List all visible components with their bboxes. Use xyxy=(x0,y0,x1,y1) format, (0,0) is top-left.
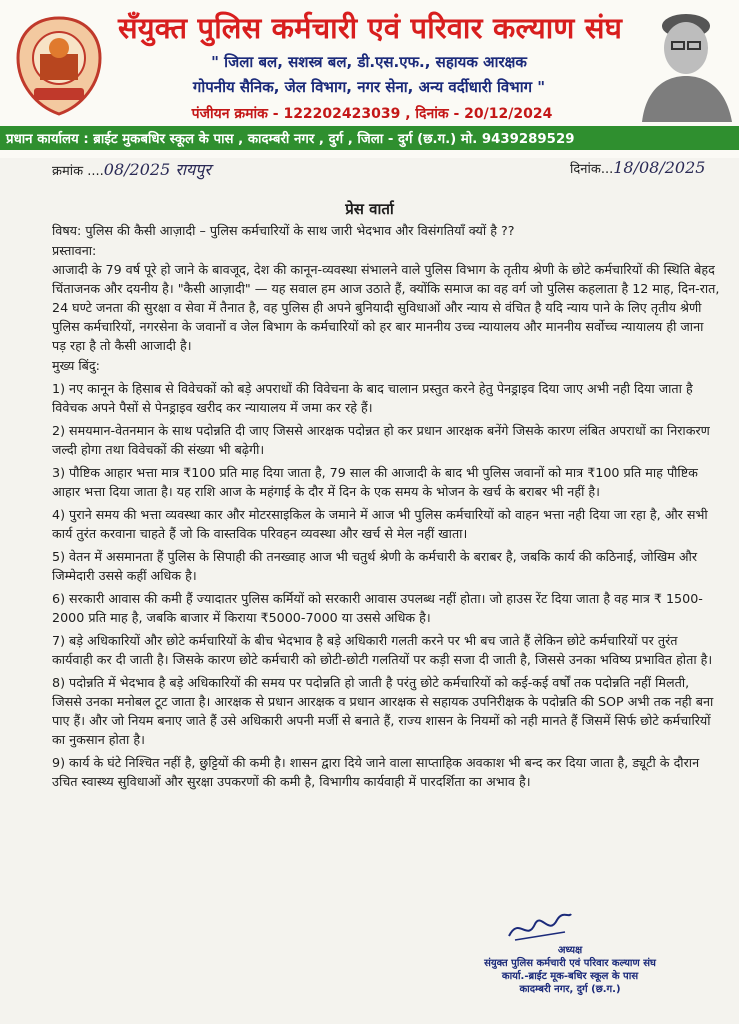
reference-number: क्रमांक ....08/2025 रायपुर xyxy=(52,160,211,179)
point-6: 6) सरकारी आवास की कमी हैं ज्यादातर पुलिस कर्मियों को सरकारी आवास उपलब्ध नहीं होता। जो हाउस रेंट दिया जाता है वह मात्र ₹ 1500-2000 प्रति माह है, जबकि बाजार में किराया ₹5000-7000 या उससे अधिक है। xyxy=(52,591,703,625)
office-address: प्रधान कार्यालय : ब्राईट मुकबधिर स्कूल के पास , कादम्बरी नगर , दुर्ग , जिला - दुर्ग (छ.ग.) मो. 9439289529 xyxy=(6,132,575,147)
points-label: मुख्य बिंदु: xyxy=(52,358,100,373)
point-2: 2) समयमान-वेतनमान के साथ पदोन्नति दी जाए जिससे आरक्षक पदोन्नत हो कर प्रधान आरक्षक बनेंगे जिसके कारण लंबित अपराधों का निराकरण जल्दी होगा तथा विवेचकों की संख्या भी बढ़ेगी। xyxy=(52,423,710,457)
point-5: 5) वेतन में असमानता हैं पुलिस के सिपाही की तनख्वाह आज भी चतुर्थ श्रेणी के कर्मचारी के बराबर है, जबकि कार्य की कठिनाई, जोखिम और जिम्मेदारी उससे कहीं अधिक है। xyxy=(52,549,698,583)
reference-date-label: दिनांक xyxy=(570,162,601,177)
reference-number-label: क्रमांक xyxy=(52,164,84,179)
document-body xyxy=(52,221,720,791)
reference-number-value: 08/2025 रायपुर xyxy=(103,160,211,179)
point-1: 1) नए कानून के हिसाब से विवेचकों को बड़े अपराधों की विवेचना के बाद चालान प्रस्तुत करने हेतु पेनड्राइव दिया जाए अभी नही दिया जाता है विवेचक अपने पैसों से पेनड्राइव खरीद कर न्यायालय में जमा कर रहे हैं। xyxy=(52,381,693,415)
emblem-logo-icon xyxy=(14,14,104,118)
org-subtitle-line-1: " जिला बल, सशस्त्र बल, डी.एस.एफ., सहायक आरक्षक xyxy=(211,53,527,71)
point-3: 3) पौष्टिक आहार भत्ता मात्र ₹100 प्रति माह दिया जाता है, 79 साल की आजादी के बाद भी पुलिस जवानों को मात्र ₹100 प्रति माह पौष्टिक आहार भत्ता दिया जाता है। यह राशि आज के महंगाई के दौर में दिन के एक समय के भोजन के खर्च के बराबर भी नहीं है। xyxy=(52,465,698,499)
signatory-address-1: कार्या.-ब्राईट मूक-बधिर स्कूल के पास xyxy=(501,971,639,982)
org-name: सँयुक्त पुलिस कर्मचारी एवं परिवार कल्याण संघ xyxy=(117,11,623,45)
reference-date: दिनांक...18/08/2025 xyxy=(570,158,706,177)
reference-date-value: 18/08/2025 xyxy=(613,158,706,177)
point-4: 4) पुराने समय की भत्ता व्यवस्था कार और मोटरसाइकिल के जमाने में आज भी पुलिस कर्मचारियों को वाहन भत्ता नही दिया जा रहा है, और सभी कार्य तुरंत करवाना चाहते हैं जो कि वास्तविक परिवहन व्यवस्था और खर्च से मेल नहीं खाता। xyxy=(52,507,708,541)
document-title: प्रेस वार्ता xyxy=(345,200,394,218)
signatory-org: संयुक्त पुलिस कर्मचारी एवं परिवार कल्याण संघ xyxy=(484,958,656,969)
point-7: 7) बड़े अधिकारियों और छोटे कर्मचारियों के बीच भेदभाव है बड़े अधिकारी गलती करने पर भी बच जाते हैं लेकिन छोटे कर्मचारियों पर तुरंत कार्यवाही कर दी जाती है। जिसके कारण छोटे कर्मचारी को छोटी-छोटी गलतियों पर कड़ी सजा दी जाती है, जिससे उनका भविष्य प्रभावित होता है। xyxy=(52,633,713,667)
intro-label: प्रस्तावना: xyxy=(52,243,97,258)
point-8: 8) पदोन्नति में भेदभाव है बड़े अधिकारियों की समय पर पदोन्नति हो जाती है परंतु छोटे कर्मचारियों को कई-कई वर्षों तक पदोन्नति नहीं मिलती, जिससे उनका मनोबल टूट जाता है। आरक्षक से प्रधान आरक्षक व प्रधान आरक्षक से सहायक उपनिरीक्षक के पदोन्नति की SOP अभी तक नही बना पाए हैं। और जो नियम बनाए जाते हैं उसे अधिकारी अपनी मर्जी से बनाते हैं, राज्य शासन के नियमों को नही मानते हैं जिसमें सिर्फ छोटे कर्मचारियों का नुकसान होता है। xyxy=(52,675,714,747)
subject-line: विषय: पुलिस की कैसी आज़ादी – पुलिस कर्मचारियों के साथ जारी भेदभाव और विसंगतियाँ क्यों है ?? xyxy=(52,223,515,238)
point-9: 9) कार्य के घंटे निश्चित नहीं है, छुट्टियों की कमी है। शासन द्वारा दिये जाने वाला साप्ताहिक अवकाश भी बन्द कर दिया जाता है, ड्यूटी के दौरान उचित स्वास्थ्य सुविधाओं और सुरक्षा उपकरणों की कमी है, विभागीय कार्यवाही में पारदर्शिता का अभाव है। xyxy=(52,755,700,789)
registration-line: पंजीयन क्रमांक - 122202423039 , दिनांक - 20/12/2024 xyxy=(191,106,553,122)
org-subtitle-line-2: गोपनीय सैनिक, जेल विभाग, नगर सेना, अन्य वर्दीधारी विभाग " xyxy=(192,78,546,96)
signatory-designation: अध्यक्ष xyxy=(557,945,583,956)
signature-stamp xyxy=(440,944,700,996)
intro-paragraph: आजादी के 79 वर्ष पूरे हो जाने के बावजूद, देश की कानून-व्यवस्था संभालने वाले पुलिस विभाग के तृतीय श्रेणी के छोटे कर्मचारियों की स्थिति बेहद चिंताजनक और दयनीय है। "कैसी आज़ादी" — यह सवाल हम आज उठाते हैं, क्योंकि समाज का वह वर्ग जो पुलिस कहलाता है 12 माह, दिन-रात, 24 घण्टे जनता की सुरक्षा व सेवा में तैनात है, वह पुलिस ही अपने बुनियादी सुविधाओं और न्याय से वंचित है यदि न्याय पाने के लिए तृतीय श्रेणी पुलिस कर्मचारियों, नगरसेना के जवानों व जेल बिभाग के कर्मचारियों को हर बार माननीय उच्च न्यायालय और माननीय सर्वोच्च न्यायालय ही जाना पड़ रहा है तो कैसी आजादी है। xyxy=(52,262,720,353)
handwritten-signature xyxy=(505,906,575,946)
signatory-address-2: कादम्बरी नगर, दुर्ग (छ.ग.) xyxy=(519,984,621,995)
portrait-icon xyxy=(632,4,736,122)
